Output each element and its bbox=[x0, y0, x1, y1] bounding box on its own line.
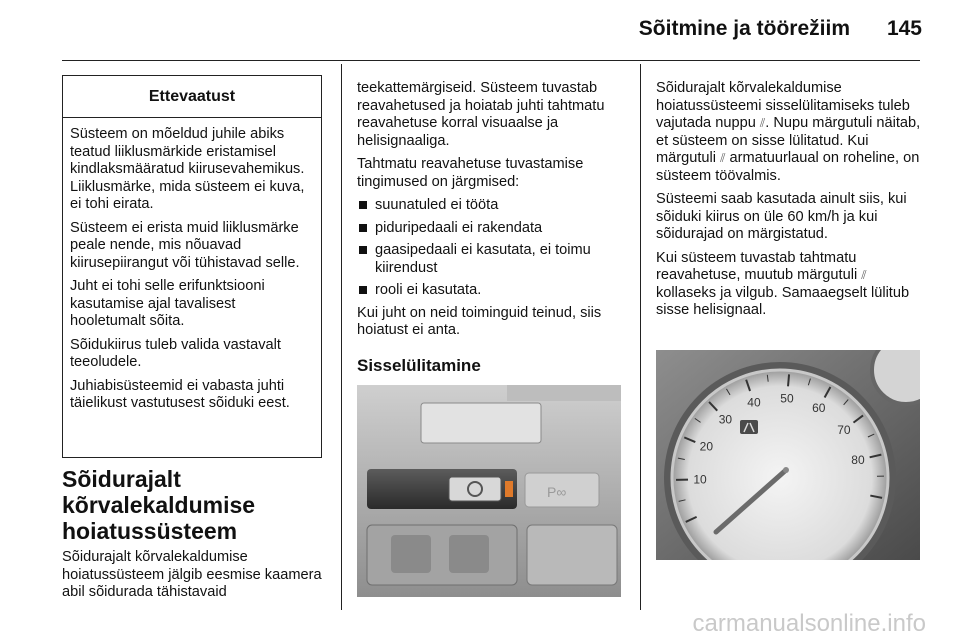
column-2 bbox=[357, 80, 629, 376]
speedometer-photo bbox=[656, 350, 920, 560]
button-panel-illustration bbox=[357, 385, 621, 597]
section-intro: Sõidurajalt kõrvalekaldumise hoiatussüsteem jälgib eesmise kaamera abil sõidurada tähistavaid bbox=[62, 549, 322, 600]
major-tick bbox=[788, 374, 789, 386]
list-item bbox=[357, 282, 629, 300]
body-paragraph bbox=[656, 250, 922, 320]
bullet-icon bbox=[359, 201, 367, 209]
section-title: Sõidurajalt kõrvalekaldumise hoiatussüsteem bbox=[62, 466, 256, 544]
warning-paragraph: Sõidukiirus tuleb valida vastavalt teeoludele. bbox=[70, 336, 281, 370]
lane-departure-icon: ⫽ bbox=[720, 151, 726, 165]
speed-label: 20 bbox=[699, 439, 714, 454]
conditions-list bbox=[357, 197, 629, 300]
text-run: Kui süsteem tuvastab tahtmatu reavahetuse, muutub märgutuli bbox=[656, 249, 862, 283]
list-item-text: suunatuled ei tööta bbox=[375, 197, 499, 213]
column-3 bbox=[656, 80, 922, 326]
speed-label: 60 bbox=[812, 401, 826, 416]
warning-box bbox=[62, 75, 322, 458]
list-item-text: rooli ei kasutata. bbox=[375, 282, 482, 298]
lane-departure-icon: ⫽ bbox=[759, 116, 766, 130]
list-item bbox=[357, 197, 629, 215]
list-item-text: gaasipedaali ei kasutata, ei toimu kiirendust bbox=[375, 242, 591, 276]
body-paragraph bbox=[656, 80, 922, 185]
warning-title: Ettevaatust bbox=[63, 76, 321, 118]
speed-label: 10 bbox=[693, 472, 707, 487]
bullet-icon bbox=[359, 224, 367, 232]
speed-label: 50 bbox=[780, 391, 794, 406]
speed-label: 30 bbox=[718, 412, 733, 427]
text-run: . Nupu märgutuli näitab, et süsteem on sisse lülitatud. Kui märgutuli bbox=[656, 115, 921, 166]
column-divider bbox=[640, 64, 641, 610]
text-run: armatuurlaual on roheline, on süsteem töövalmis. bbox=[656, 150, 920, 184]
body-paragraph: Tahtmatu reavahetuse tuvastamise tingimused on järgmised: bbox=[357, 156, 584, 190]
speed-label: 40 bbox=[747, 395, 761, 410]
body-paragraph: Süsteemi saab kasutada ainult siis, kui sõiduki kiirus on üle 60 km/h ja kui sõidurajad on märgistatud. bbox=[656, 191, 907, 242]
speedometer-illustration bbox=[656, 350, 920, 560]
lane-departure-indicator-icon bbox=[740, 420, 758, 434]
warning-paragraph: Juht ei tohi selle erifunktsiooni kasutamise ajal tavalisest hooletumalt sõita. bbox=[70, 278, 265, 329]
body-paragraph: teekattemärgiseid. Süsteem tuvastab reavahetused ja hoiatab juhti tahtmatu reavahetuse korral visuaalse ja helisignaaliga. bbox=[357, 80, 605, 149]
bullet-icon bbox=[359, 246, 367, 254]
header-divider bbox=[62, 60, 920, 61]
list-item bbox=[357, 220, 629, 238]
warning-body bbox=[63, 118, 321, 413]
speed-label: 70 bbox=[837, 422, 851, 437]
list-item bbox=[357, 242, 629, 277]
warning-paragraph: Süsteem on mõeldud juhile abiks teatud liiklusmärkide eristamisel kindlaksmääratud kiirusevahemikus. Liiklusmärke, mida süsteem ei kuva, ei tohi eirata. bbox=[70, 126, 305, 212]
column-divider bbox=[341, 64, 342, 610]
parking-button-label: P∞ bbox=[547, 484, 567, 500]
text-run: Sõidurajalt kõrvalekaldumise hoiatussüsteemi sisselülitamiseks tuleb vajutada nuppu bbox=[656, 80, 910, 131]
lane-departure-icon: ⫽ bbox=[861, 268, 867, 282]
warning-paragraph: Süsteem ei erista muid liiklusmärke peale nende, mis nõuavad kiirusepiirangut või tühistavad selle. bbox=[70, 219, 300, 271]
button-panel-photo bbox=[357, 385, 621, 597]
list-item-text: piduripedaali ei rakendata bbox=[375, 219, 543, 236]
bullet-icon bbox=[359, 286, 367, 294]
warning-paragraph: Juhiabisüsteemid ei vabasta juhti täielikust vastutusest sõiduki eest. bbox=[70, 377, 290, 411]
body-paragraph: Kui juht on neid toiminguid teinud, siis hoiatust ei anta. bbox=[357, 304, 602, 338]
watermark: carmanualsonline.info bbox=[692, 610, 926, 637]
page-header-title: Sõitmine ja töörežiim bbox=[638, 17, 850, 40]
page-number: 145 bbox=[886, 17, 922, 40]
subheading: Sisselülitamine bbox=[357, 355, 481, 375]
text-run: kollaseks ja vilgub. Samaaegselt lülitub sisse helisignaal. bbox=[656, 284, 910, 318]
speed-label: 80 bbox=[851, 453, 865, 468]
